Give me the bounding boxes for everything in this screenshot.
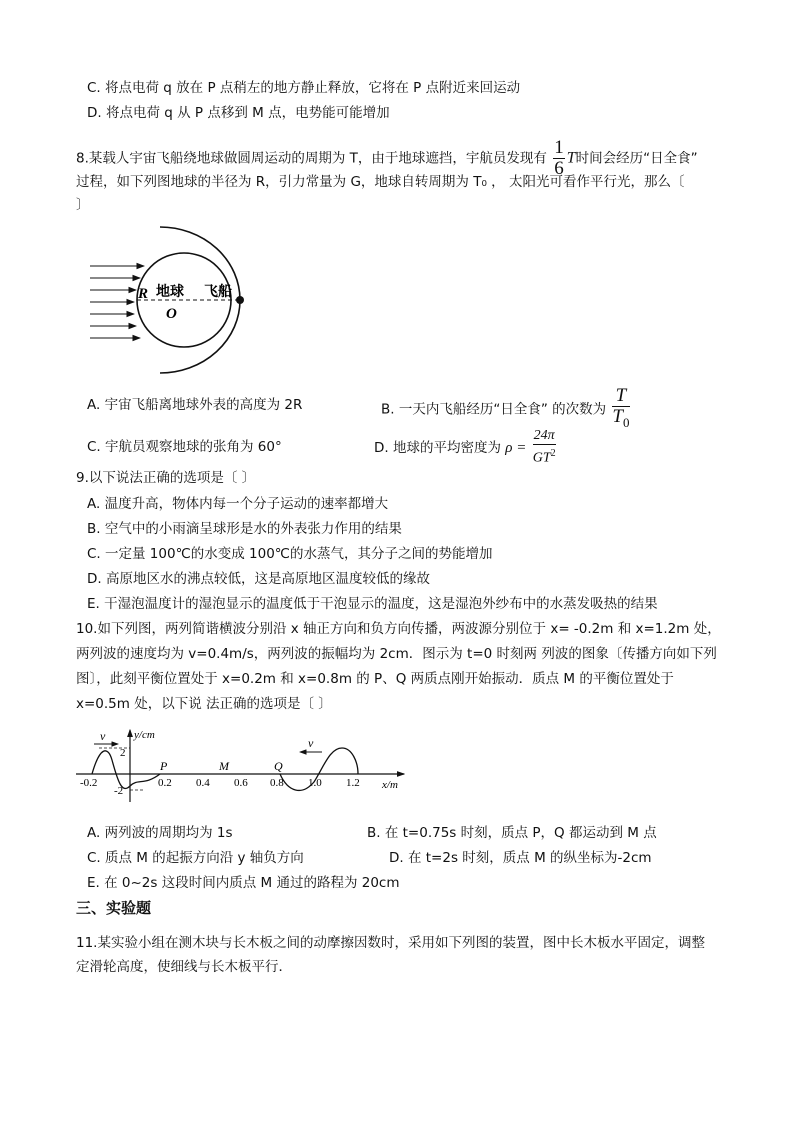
- q8-d-num: 24π: [533, 428, 555, 443]
- point-M: M: [219, 759, 229, 773]
- q10-stem-line3: 图〕，此刻平衡位置处于 x=0.2m 和 x=0.8m 的 P、Q 两质点刚开始振动．质点 M 的平衡位置处于: [76, 671, 674, 687]
- q8-stem-line2: 过程，如下列图地球的半径为 R，引力常量为 G，地球自转周期为 T₀ ， 太阳光可看作平行光，那么〔: [76, 174, 685, 190]
- sunlight-arrows: [90, 266, 144, 338]
- q8-option-a: A. 宇宙飞船离地球外表的高度为 2R: [87, 397, 303, 413]
- q8-b-den-T: T: [612, 406, 623, 427]
- q9-option-e: E. 干湿泡温度计的湿泡显示的温度低于干泡显示的温度，这是湿泡外纱布中的水蒸发吸热的结果: [87, 596, 658, 612]
- q8-option-b: [381, 386, 632, 433]
- spaceship-dot: [236, 296, 244, 304]
- q8-frac-T: T: [566, 149, 576, 167]
- left-wave: [92, 751, 160, 789]
- q8-option-d-text: D. 地球的平均密度为: [374, 439, 501, 456]
- q10-option-b: B. 在 t=0.75s 时刻，质点 P，Q 都运动到 M 点: [367, 825, 657, 841]
- q8-b-den: [612, 407, 629, 433]
- x-tick-neg0.2: -0.2: [80, 777, 98, 789]
- q8-option-c: C. 宇航员观察地球的张角为 60°: [87, 439, 282, 455]
- q8-frac-den: 6: [554, 158, 564, 179]
- q8-b-num: T: [612, 386, 629, 407]
- q8-stem-part2: 时间会经历“日全食”: [575, 150, 698, 167]
- point-Q: Q: [274, 759, 283, 773]
- q9-option-b: B. 空气中的小雨滴呈球形是水的外表张力作用的结果: [87, 521, 402, 537]
- q10-option-e: E. 在 0~2s 这段时间内质点 M 通过的路程为 20cm: [87, 875, 400, 891]
- q10-stem-line4: x=0.5m 处，以下说 法正确的选项是〔 〕: [76, 696, 332, 712]
- label-O: O: [166, 306, 177, 322]
- section-title: 三、实验题: [76, 899, 152, 917]
- q8-d-den-GT: GT: [532, 450, 551, 466]
- x-tick-0.6: 0.6: [234, 777, 248, 789]
- point-P: P: [160, 759, 168, 773]
- v-right-label: v: [308, 736, 314, 750]
- q8-b-den-sub: 0: [623, 414, 630, 430]
- label-ship: 飞船: [204, 285, 232, 300]
- q10-wave-graph: [74, 726, 414, 806]
- q8-frac-num: 1: [554, 137, 564, 158]
- y-axis-label: y/cm: [134, 729, 155, 741]
- q10-stem-line2: 两列波的速度均为 v=0.4m/s，两列波的振幅均为 2cm．图示为 t=0 时刻两 列波的图象〔传播方向如下列: [76, 646, 717, 662]
- q10-option-a: A. 两列波的周期均为 1s: [87, 825, 233, 841]
- v-left-label: v: [100, 729, 106, 743]
- q8-option-b-text: B. 一天内飞船经历“日全食” 的次数为: [381, 401, 607, 418]
- q8-d-den: [533, 445, 556, 468]
- x-axis-label: x/m: [382, 779, 398, 791]
- q11-line2: 定滑轮高度，使细线与长木板平行．: [76, 959, 292, 975]
- x-tick-0.8: 0.8: [270, 777, 284, 789]
- label-earth: 地球: [156, 285, 184, 300]
- q8-option-d-fraction: [533, 428, 556, 468]
- y-tick-neg2: -2: [114, 785, 124, 797]
- q9-option-c: C. 一定量 100℃的水变成 100℃的水蒸气，其分子之间的势能增加: [87, 546, 493, 562]
- q8-d-rho: ρ =: [505, 439, 527, 456]
- q9-option-d: D. 高原地区水的沸点较低，这是高原地区温度较低的缘故: [87, 571, 430, 587]
- q10-option-d: D. 在 t=2s 时刻，质点 M 的纵坐标为-2cm: [389, 850, 652, 866]
- q8-option-b-fraction: [612, 386, 629, 433]
- q8-d-den-sup: 2: [550, 448, 556, 459]
- q11-line1: 11.某实验小组在测木块与长木板之间的动摩擦因数时，采用如下列图的装置，图中长木板水平固定，调整: [76, 935, 705, 951]
- label-R: R: [138, 286, 149, 302]
- q9-stem: 9.以下说法正确的选项是〔 〕: [76, 470, 256, 486]
- q9-option-a: A. 温度升高，物体内每一个分子运动的速率都增大: [87, 496, 389, 512]
- x-tick-1.0: 1.0: [308, 777, 322, 789]
- q8-stem-part1: 8.某载人宇宙飞船绕地球做圆周运动的周期为 T，由于地球遮挡，宇航员发现有: [76, 150, 547, 167]
- x-tick-0.2: 0.2: [158, 777, 172, 789]
- q8-option-d: [374, 428, 558, 468]
- prev-option-c: C. 将点电荷 q 放在 P 点稍左的地方静止释放，它将在 P 点附近来回运动: [87, 80, 521, 96]
- q8-earth-figure: [84, 222, 254, 380]
- y-tick-2: 2: [120, 747, 126, 759]
- prev-option-d: D. 将点电荷 q 从 P 点移到 M 点，电势能可能增加: [87, 105, 390, 121]
- x-tick-1.2: 1.2: [346, 777, 360, 789]
- q10-stem-line1: 10.如下列图，两列简谐横波分别沿 x 轴正方向和负方向传播，两波源分别位于 x= -0.2m 和 x=1.2m 处，: [76, 621, 721, 637]
- x-tick-0.4: 0.4: [196, 777, 210, 789]
- q10-option-c: C. 质点 M 的起振方向沿 y 轴负方向: [87, 850, 304, 866]
- q8-stem-line3: 〕: [76, 197, 90, 213]
